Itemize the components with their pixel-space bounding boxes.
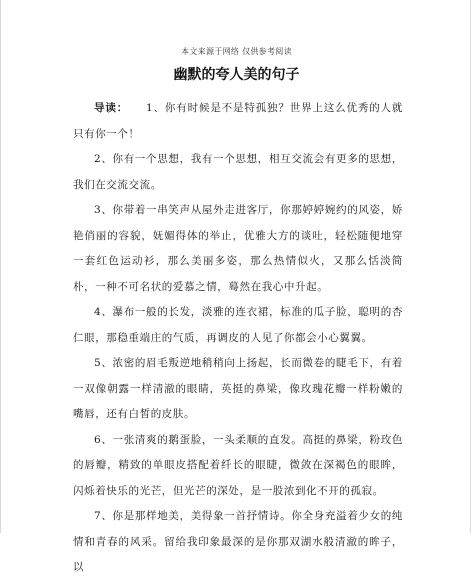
paragraph-4: 4、瀑布一般的长发，淡雅的连衣裙，标准的瓜子脸，聪明的杏仁眼，那稳重端庄的气质，再调皮的人见了你都会小心翼翼。	[73, 306, 403, 344]
paragraph-5: 5、浓密的眉毛叛逆地稍稍向上扬起，长而微卷的睫毛下，有着一双像朝露一样清澈的眼睛，英挺的鼻梁，像玫瑰花瓣一样粉嫩的嘴唇，还有白皙的皮肤。	[73, 357, 403, 420]
lead-label: 导读：	[94, 102, 129, 114]
source-note: 本文来源于网络 仅供参考阅读	[181, 47, 292, 56]
paragraph-7: 7、你是那样地美，美得象一首抒情诗。你全身充溢着少女的纯情和青春的风采。留给我印象最深的是你那双湖水般清澈的眸子，以	[73, 510, 403, 573]
paragraph-3: 3、你带着一串笑声从屋外走进客厅，你那婷婷婉约的风姿，娇艳俏丽的容貌，妩媚得体的举止，优雅大方的谈吐，轻松随便地穿一套红色运动衫，那么美丽多姿，那么热情似火，又那么恬淡简朴，一种不可名状的爱慕之情，蓦然在我心中升起。	[73, 204, 403, 293]
paragraph-2: 2、你有一个思想，我有一个思想，相互交流会有更多的思想，我们在交流交流。	[73, 153, 403, 191]
document-title: 幽默的夸人美的句子	[173, 67, 300, 83]
document-body	[73, 96, 403, 581]
paragraph-1	[73, 96, 403, 147]
paragraph-6: 6、一张清爽的鹅蛋脸，一头柔顺的直发。高挺的鼻梁，粉玫色的唇瓣，精致的单眼皮搭配着纤长的眼睫，微敛在深褐色的眼眸，闪烁着快乐的光芒，但光芒的深处，是一股浓到化不开的孤寂。	[73, 433, 403, 497]
paragraph-text: 1、你有时候是不是特孤独？世界上这么优秀的人就只有你一个！	[73, 102, 403, 140]
